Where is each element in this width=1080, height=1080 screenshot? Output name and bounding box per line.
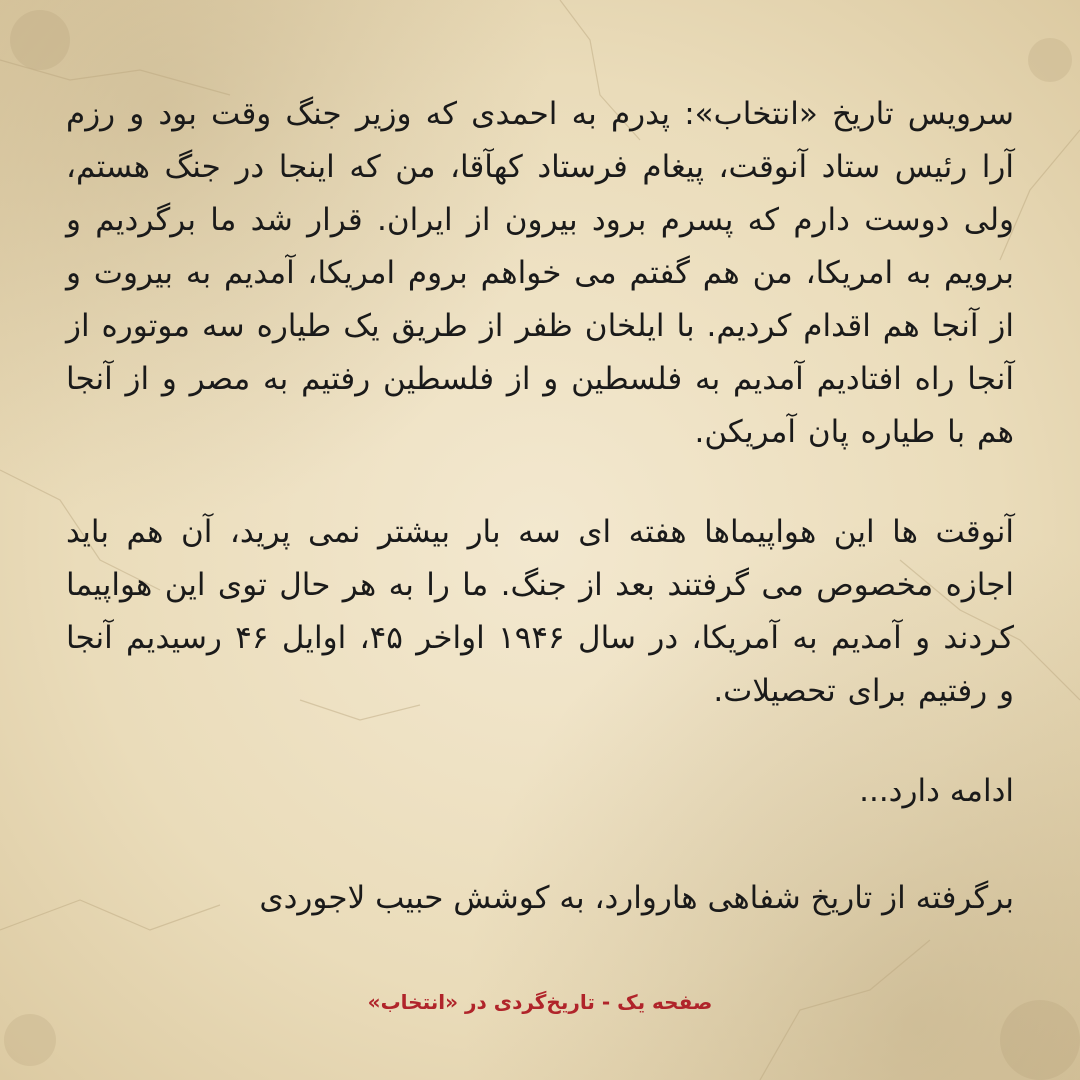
article-body xyxy=(66,88,1014,925)
paragraph-2: آنوقت ها این هواپیماها هفته ای سه بار بیشتر نمی پرید، آن هم باید اجازه مخصوص می گرفتند بعد از جنگ. ما را به هر حال توی این هواپیما کردند و آمدیم به آمریکا، در سال ۱۹۴۶ اواخر ۴۵، اوایل ۴۶ رسیدیم آنجا و رفتیم برای تحصیلات. xyxy=(66,514,1014,709)
paragraph-1: سرویس تاریخ «انتخاب»: پدرم به احمدی که وزیر جنگ وقت بود و رزم آرا رئیس ستاد آنوقت، پیغام فرستاد کهآقا، من که اینجا در جنگ هستم، ولی دوست دارم که پسرم برود بیرون از ایران. قرار شد ما برگردیم و برویم به امریکا، من هم گفتم می خواهم بروم امریکا، آمدیم به بیروت و از آنجا هم اقدام کردیم. با ایلخان ظفر از طریق یک طیاره سه موتوره از آنجا راه افتادیم آمدیم به فلسطین و از فلسطین رفتیم به مصر و از آنجا هم با طیاره پان آمریکن. xyxy=(66,96,1014,450)
continued-note: ادامه دارد... xyxy=(859,773,1014,809)
footer-caption: صفحه یک - تاریخ‌گردی در «انتخاب» xyxy=(367,990,713,1014)
source-credit: برگرفته از تاریخ شفاهی هاروارد، به کوشش حبیب لاجوردی xyxy=(259,880,1014,916)
